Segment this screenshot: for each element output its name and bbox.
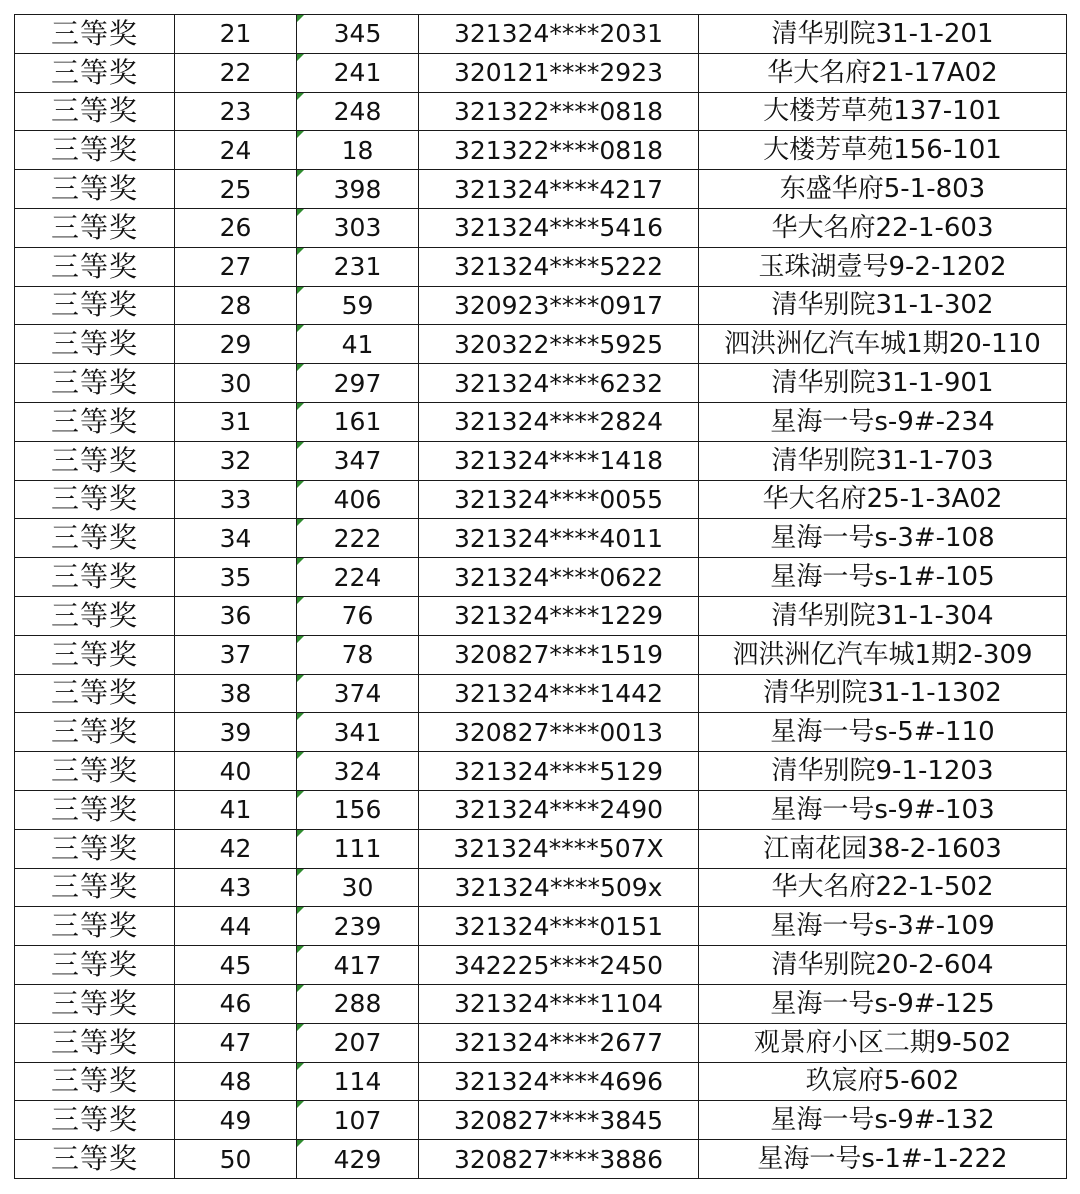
prize-level-cell: 三等奖 (15, 519, 175, 558)
id-number-cell: 320827****3886 (419, 1140, 699, 1179)
address-cell: 清华别院31-1-201 (699, 15, 1067, 54)
ticket-number-cell: 207 (297, 1023, 419, 1062)
address-cell: 泗洪洲亿汽车城1期20-110 (699, 325, 1067, 364)
sequence-number-cell: 30 (175, 364, 297, 403)
ticket-number-cell: 341 (297, 713, 419, 752)
id-number-cell: 321324****5416 (419, 208, 699, 247)
ticket-number-cell: 239 (297, 907, 419, 946)
ticket-number-cell: 345 (297, 15, 419, 54)
ticket-number-cell: 18 (297, 131, 419, 170)
prize-level-cell: 三等奖 (15, 480, 175, 519)
sequence-number-cell: 28 (175, 286, 297, 325)
id-number-cell: 321324****4011 (419, 519, 699, 558)
table-row (15, 1023, 1067, 1062)
id-number-cell: 321324****2490 (419, 790, 699, 829)
prize-level-cell: 三等奖 (15, 907, 175, 946)
table-row (15, 1101, 1067, 1140)
sequence-number-cell: 50 (175, 1140, 297, 1179)
ticket-number-cell: 398 (297, 170, 419, 209)
address-cell: 江南花园38-2-1603 (699, 829, 1067, 868)
id-number-cell: 320121****2923 (419, 53, 699, 92)
sequence-number-cell: 49 (175, 1101, 297, 1140)
id-number-cell: 321324****1229 (419, 596, 699, 635)
id-number-cell: 321324****4696 (419, 1062, 699, 1101)
address-cell: 大楼芳草苑137-101 (699, 92, 1067, 131)
prize-level-cell: 三等奖 (15, 92, 175, 131)
address-cell: 泗洪洲亿汽车城1期2-309 (699, 635, 1067, 674)
prize-level-cell: 三等奖 (15, 1023, 175, 1062)
prize-level-cell: 三等奖 (15, 402, 175, 441)
ticket-number-cell: 107 (297, 1101, 419, 1140)
sequence-number-cell: 25 (175, 170, 297, 209)
address-cell: 清华别院31-1-703 (699, 441, 1067, 480)
prize-level-cell: 三等奖 (15, 131, 175, 170)
sequence-number-cell: 38 (175, 674, 297, 713)
sequence-number-cell: 39 (175, 713, 297, 752)
sequence-number-cell: 47 (175, 1023, 297, 1062)
address-cell: 星海一号s-9#-103 (699, 790, 1067, 829)
table-row (15, 53, 1067, 92)
address-cell: 清华别院20-2-604 (699, 946, 1067, 985)
sequence-number-cell: 26 (175, 208, 297, 247)
ticket-number-cell: 417 (297, 946, 419, 985)
prize-level-cell: 三等奖 (15, 868, 175, 907)
table-row (15, 170, 1067, 209)
table-row (15, 984, 1067, 1023)
table-row (15, 480, 1067, 519)
id-number-cell: 321324****509x (419, 868, 699, 907)
address-cell: 东盛华府5-1-803 (699, 170, 1067, 209)
prize-level-cell: 三等奖 (15, 829, 175, 868)
prize-level-cell: 三等奖 (15, 713, 175, 752)
address-cell: 星海一号s-9#-132 (699, 1101, 1067, 1140)
ticket-number-cell: 248 (297, 92, 419, 131)
sequence-number-cell: 29 (175, 325, 297, 364)
table-row (15, 208, 1067, 247)
winners-table-body (15, 15, 1067, 1179)
address-cell: 华大名府25-1-3A02 (699, 480, 1067, 519)
ticket-number-cell: 156 (297, 790, 419, 829)
id-number-cell: 321324****2677 (419, 1023, 699, 1062)
ticket-number-cell: 78 (297, 635, 419, 674)
id-number-cell: 321324****6232 (419, 364, 699, 403)
table-row (15, 1062, 1067, 1101)
prize-level-cell: 三等奖 (15, 364, 175, 403)
id-number-cell: 320827****3845 (419, 1101, 699, 1140)
sequence-number-cell: 43 (175, 868, 297, 907)
address-cell: 华大名府22-1-502 (699, 868, 1067, 907)
address-cell: 清华别院9-1-1203 (699, 752, 1067, 791)
address-cell: 清华别院31-1-901 (699, 364, 1067, 403)
sequence-number-cell: 23 (175, 92, 297, 131)
prize-level-cell: 三等奖 (15, 15, 175, 54)
prize-level-cell: 三等奖 (15, 247, 175, 286)
table-row (15, 946, 1067, 985)
address-cell: 星海一号s-3#-109 (699, 907, 1067, 946)
prize-level-cell: 三等奖 (15, 635, 175, 674)
table-row (15, 325, 1067, 364)
ticket-number-cell: 222 (297, 519, 419, 558)
address-cell: 星海一号s-9#-234 (699, 402, 1067, 441)
ticket-number-cell: 241 (297, 53, 419, 92)
id-number-cell: 342225****2450 (419, 946, 699, 985)
table-row (15, 286, 1067, 325)
ticket-number-cell: 76 (297, 596, 419, 635)
table-row (15, 441, 1067, 480)
address-cell: 观景府小区二期9-502 (699, 1023, 1067, 1062)
table-row (15, 596, 1067, 635)
prize-level-cell: 三等奖 (15, 790, 175, 829)
address-cell: 星海一号s-1#-1-222 (699, 1140, 1067, 1179)
prize-level-cell: 三等奖 (15, 984, 175, 1023)
table-row (15, 713, 1067, 752)
id-number-cell: 320923****0917 (419, 286, 699, 325)
prize-level-cell: 三等奖 (15, 752, 175, 791)
prize-level-cell: 三等奖 (15, 1062, 175, 1101)
id-number-cell: 321324****507X (419, 829, 699, 868)
ticket-number-cell: 406 (297, 480, 419, 519)
table-row (15, 674, 1067, 713)
table-row (15, 907, 1067, 946)
id-number-cell: 321324****5222 (419, 247, 699, 286)
address-cell: 星海一号s-5#-110 (699, 713, 1067, 752)
sequence-number-cell: 40 (175, 752, 297, 791)
id-number-cell: 321324****0151 (419, 907, 699, 946)
address-cell: 玖宸府5-602 (699, 1062, 1067, 1101)
sequence-number-cell: 34 (175, 519, 297, 558)
address-cell: 清华别院31-1-302 (699, 286, 1067, 325)
prize-level-cell: 三等奖 (15, 1101, 175, 1140)
ticket-number-cell: 59 (297, 286, 419, 325)
address-cell: 华大名府22-1-603 (699, 208, 1067, 247)
ticket-number-cell: 288 (297, 984, 419, 1023)
table-row (15, 519, 1067, 558)
sequence-number-cell: 46 (175, 984, 297, 1023)
ticket-number-cell: 224 (297, 558, 419, 597)
prize-level-cell: 三等奖 (15, 53, 175, 92)
address-cell: 清华别院31-1-304 (699, 596, 1067, 635)
id-number-cell: 321324****2824 (419, 402, 699, 441)
table-row (15, 558, 1067, 597)
sequence-number-cell: 36 (175, 596, 297, 635)
table-row (15, 1140, 1067, 1179)
table-row (15, 131, 1067, 170)
prize-level-cell: 三等奖 (15, 286, 175, 325)
prize-level-cell: 三等奖 (15, 596, 175, 635)
ticket-number-cell: 161 (297, 402, 419, 441)
ticket-number-cell: 429 (297, 1140, 419, 1179)
address-cell: 星海一号s-9#-125 (699, 984, 1067, 1023)
id-number-cell: 321324****5129 (419, 752, 699, 791)
id-number-cell: 321324****1418 (419, 441, 699, 480)
ticket-number-cell: 297 (297, 364, 419, 403)
ticket-number-cell: 231 (297, 247, 419, 286)
prize-level-cell: 三等奖 (15, 325, 175, 364)
ticket-number-cell: 347 (297, 441, 419, 480)
table-row (15, 15, 1067, 54)
address-cell: 清华别院31-1-1302 (699, 674, 1067, 713)
prize-level-cell: 三等奖 (15, 170, 175, 209)
prize-level-cell: 三等奖 (15, 674, 175, 713)
sequence-number-cell: 45 (175, 946, 297, 985)
prize-level-cell: 三等奖 (15, 1140, 175, 1179)
sequence-number-cell: 44 (175, 907, 297, 946)
table-row (15, 790, 1067, 829)
table-row (15, 752, 1067, 791)
id-number-cell: 320322****5925 (419, 325, 699, 364)
table-row (15, 364, 1067, 403)
address-cell: 大楼芳草苑156-101 (699, 131, 1067, 170)
sequence-number-cell: 22 (175, 53, 297, 92)
address-cell: 华大名府21-17A02 (699, 53, 1067, 92)
id-number-cell: 320827****1519 (419, 635, 699, 674)
ticket-number-cell: 41 (297, 325, 419, 364)
id-number-cell: 321322****0818 (419, 92, 699, 131)
address-cell: 玉珠湖壹号9-2-1202 (699, 247, 1067, 286)
sequence-number-cell: 32 (175, 441, 297, 480)
id-number-cell: 321324****1442 (419, 674, 699, 713)
ticket-number-cell: 324 (297, 752, 419, 791)
address-cell: 星海一号s-1#-105 (699, 558, 1067, 597)
id-number-cell: 321324****4217 (419, 170, 699, 209)
sequence-number-cell: 24 (175, 131, 297, 170)
sequence-number-cell: 37 (175, 635, 297, 674)
prize-level-cell: 三等奖 (15, 441, 175, 480)
ticket-number-cell: 111 (297, 829, 419, 868)
sequence-number-cell: 42 (175, 829, 297, 868)
prize-level-cell: 三等奖 (15, 558, 175, 597)
table-row (15, 635, 1067, 674)
winners-table (14, 14, 1067, 1179)
prize-level-cell: 三等奖 (15, 208, 175, 247)
id-number-cell: 321324****2031 (419, 15, 699, 54)
id-number-cell: 320827****0013 (419, 713, 699, 752)
sequence-number-cell: 31 (175, 402, 297, 441)
id-number-cell: 321324****0055 (419, 480, 699, 519)
table-row (15, 868, 1067, 907)
sequence-number-cell: 41 (175, 790, 297, 829)
sequence-number-cell: 21 (175, 15, 297, 54)
table-row (15, 92, 1067, 131)
table-row (15, 402, 1067, 441)
ticket-number-cell: 114 (297, 1062, 419, 1101)
address-cell: 星海一号s-3#-108 (699, 519, 1067, 558)
table-row (15, 829, 1067, 868)
id-number-cell: 321324****1104 (419, 984, 699, 1023)
sequence-number-cell: 27 (175, 247, 297, 286)
sequence-number-cell: 48 (175, 1062, 297, 1101)
table-row (15, 247, 1067, 286)
id-number-cell: 321322****0818 (419, 131, 699, 170)
ticket-number-cell: 303 (297, 208, 419, 247)
ticket-number-cell: 374 (297, 674, 419, 713)
prize-level-cell: 三等奖 (15, 946, 175, 985)
ticket-number-cell: 30 (297, 868, 419, 907)
sequence-number-cell: 35 (175, 558, 297, 597)
sequence-number-cell: 33 (175, 480, 297, 519)
id-number-cell: 321324****0622 (419, 558, 699, 597)
